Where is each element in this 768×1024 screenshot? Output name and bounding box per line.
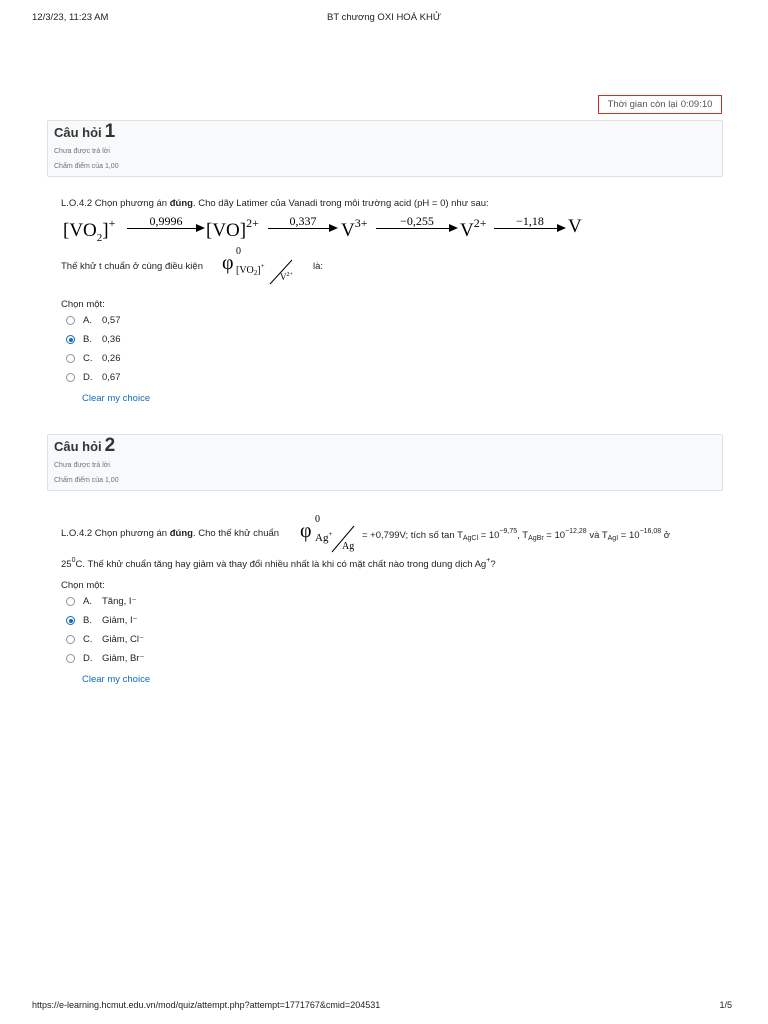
answer-value: 0,26 [102,353,121,364]
answer-value: Giảm, Br⁻ [102,653,145,664]
phi-symbol: φ [300,520,312,542]
timer-label: Thời gian còn lại [607,99,678,110]
radio-button-selected[interactable] [66,335,75,344]
phi-numerator: $[VO_2]^+$ [236,262,265,277]
latimer-diagram [63,212,603,242]
question-title-label: Câu hỏi [54,125,102,140]
question-text-bold: đúng [169,198,193,209]
latimer-species-vo2: $[VO_2]^+$ [63,216,116,244]
phi-denominator: $V^{2+}$ [280,272,293,282]
latimer-species-vo: [VO]$^{2+}$ [206,216,259,241]
standard-potential-formula-1 [222,246,302,288]
print-footer [32,1000,736,1014]
radio-button[interactable] [66,635,75,644]
question-text-start [61,528,279,539]
answer-letter: D. [83,372,93,383]
question-text-prefix: L.O.4.2 Chọn phương án [61,198,170,209]
question-info-2 [47,434,723,491]
latimer-potential-1: 0,9996 [149,214,183,228]
phi-superscript: 0 [236,246,241,257]
latimer-arrow-1 [127,214,205,236]
answer-letter: A. [83,596,92,607]
question-title [54,435,115,457]
latimer-species-v: V [568,216,582,237]
phi-symbol: φ [222,252,234,274]
latimer-arrow-4 [494,214,566,236]
latimer-species-v2: $V^{2+}$ [460,216,487,241]
question-text-after-formula: = +0,799V; tích số $\tan T_{AgCl} = 10^{-9,75}$, $T_{AgBr} = 10^{-12,28}$ và $T_{AgI} = 10^{-16,08}$ ở [362,528,671,542]
answer-value: 0,36 [102,334,121,345]
radio-button-selected[interactable] [66,616,75,625]
clear-choice-link[interactable]: Clear my choice [82,393,151,404]
answer-letter: B. [83,615,92,626]
question-text-line2: $25^0C$. Thế khử chuẩn tăng hay giảm và thay đổi nhiều nhất là khi có mặt chất nào trong dung dịch Ag+? [61,557,496,570]
choose-label: Chọn một: [61,580,105,591]
quiz-timer [598,95,722,114]
answer-letter: C. [83,353,93,364]
radio-button[interactable] [66,373,75,382]
question-grade: Chấm điểm của 1,00 [54,477,119,484]
standard-potential-formula-2 [300,514,362,556]
latimer-arrow-3 [376,214,458,236]
answer-value: Giảm, Cl⁻ [102,634,144,645]
question-title [54,121,115,143]
question-text-suffix: . Cho dãy Latimer của Vanadi trong môi trường acid (pH = 0) như sau: [192,198,489,209]
question-title-label: Câu hỏi [54,439,102,454]
clear-choice-link[interactable]: Clear my choice [82,674,151,685]
answer-value: Giảm, I⁻ [102,615,138,626]
answer-letter: C. [83,634,93,645]
question-state: Chưa được trả lời [54,148,110,155]
latimer-species-v3: $V^{3+}$ [341,216,368,241]
question-info-1 [47,120,723,177]
question-text-bold: đúng [169,528,193,539]
question-number: 2 [104,435,116,456]
question-grade: Chấm điểm của 1,00 [54,163,119,170]
phi-superscript: 0 [315,514,320,525]
latimer-potential-4: −1,18 [516,214,544,228]
radio-button[interactable] [66,654,75,663]
question-state: Chưa được trả lời [54,462,110,469]
answer-value: 0,57 [102,315,121,326]
question-number: 1 [104,121,116,142]
latimer-arrow-2 [268,214,338,236]
timer-value: 0:09:10 [680,99,713,110]
answer-value: Tăng, I⁻ [102,596,137,607]
answer-value: 0,67 [102,372,121,383]
phi-numerator: Ag+ [315,530,333,544]
print-doc-title: BT chương OXI HOÁ KHỬ [327,12,441,23]
question-text-mid: . Cho thế khử chuẩn [192,528,280,539]
print-header [32,12,736,26]
latimer-potential-2: 0,337 [289,214,317,228]
answer-letter: A. [83,315,92,326]
condition-suffix: là: [313,261,324,272]
condition-text: Thế khử t chuẩn ở cùng điều kiện [61,261,203,272]
radio-button[interactable] [66,597,75,606]
latimer-potential-3: −0,255 [400,214,434,228]
print-datetime: 12/3/23, 11:23 AM [32,12,109,23]
answer-letter: B. [83,334,92,345]
answer-letter: D. [83,653,93,664]
phi-denominator: Ag [342,541,355,552]
choose-label: Chọn một: [61,299,105,310]
print-page-number: 1/5 [719,1000,732,1010]
question-text-prefix: L.O.4.2 Chọn phương án [61,528,170,539]
radio-button[interactable] [66,354,75,363]
question-text [61,198,489,209]
print-url: https://e-learning.hcmut.edu.vn/mod/quiz/attempt.php?attempt=1771767&cmid=204531 [32,1000,381,1010]
radio-button[interactable] [66,316,75,325]
